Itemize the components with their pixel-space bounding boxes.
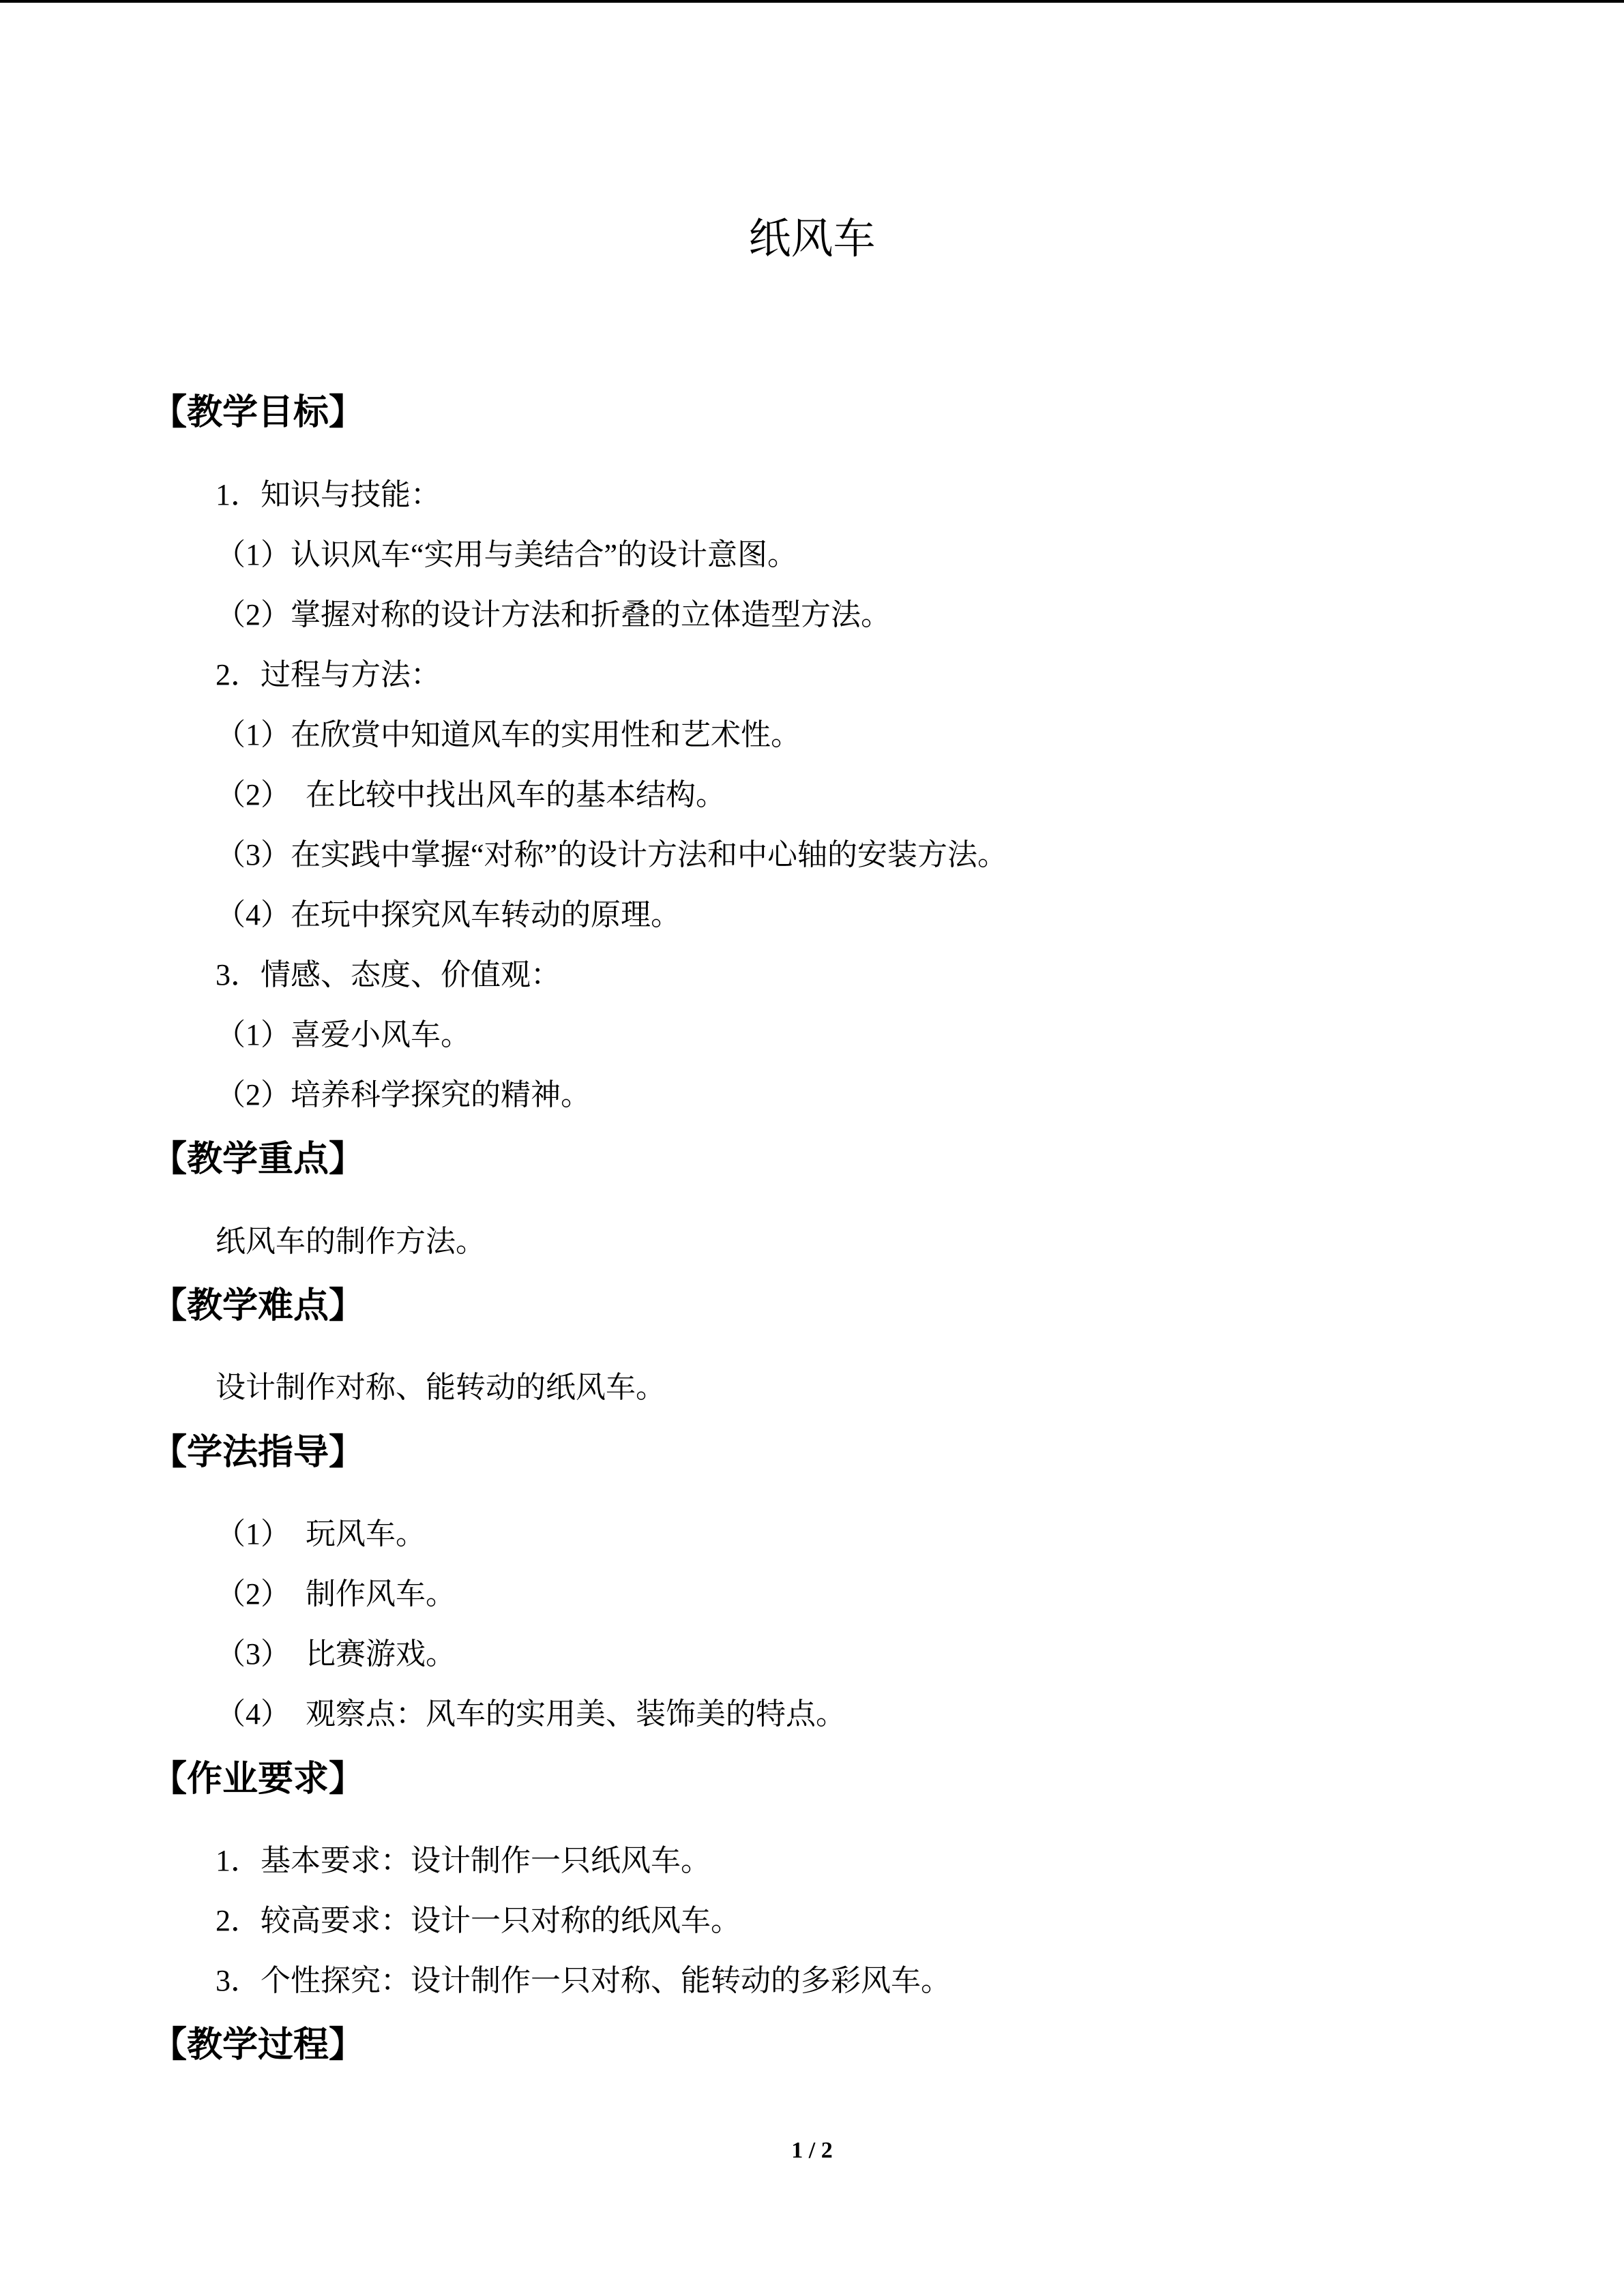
homework-line: 1．基本要求：设计制作一只纸风车。 [216, 1844, 711, 1877]
objective-line: （2）培养科学探究的精神。 [216, 1078, 591, 1112]
objective-line: 1．知识与技能： [216, 478, 441, 511]
difficulty-line: 设计制作对称、能转动的纸风车。 [216, 1371, 666, 1404]
heading-process: 【教学过程】 [151, 2025, 365, 2066]
page-number: 1 / 2 [791, 2138, 833, 2163]
objective-line: （4）在玩中探究风车转动的原理。 [216, 898, 681, 931]
objective-line: 2．过程与方法： [216, 658, 441, 691]
heading-objectives: 【教学目标】 [151, 392, 365, 433]
study-guide-line: （2） 制作风车。 [216, 1577, 456, 1611]
document-title: 纸风车 [748, 213, 876, 263]
homework-line: 2．较高要求：设计一只对称的纸风车。 [216, 1904, 741, 1937]
key-point-line: 纸风车的制作方法。 [216, 1225, 486, 1258]
homework-line: 3．个性探究：设计制作一只对称、能转动的多彩风车。 [216, 1964, 951, 1997]
objective-line: （2） 在比较中找出风车的基本结构。 [216, 778, 726, 811]
objective-line: （1）认识风车“实用与美结合”的设计意图。 [216, 538, 798, 571]
objective-line: （2）掌握对称的设计方法和折叠的立体造型方法。 [216, 598, 891, 631]
objective-line: （3）在实践中掌握“对称”的设计方法和中心轴的安装方法。 [216, 838, 1008, 871]
objective-line: 3．情感、态度、价值观： [216, 958, 561, 992]
top-border [0, 0, 1624, 3]
heading-difficulties: 【教学难点】 [151, 1285, 365, 1326]
study-guide-line: （3） 比赛游戏。 [216, 1637, 456, 1671]
study-guide-line: （4） 观察点：风车的实用美、装饰美的特点。 [216, 1697, 846, 1731]
heading-key-points: 【教学重点】 [151, 1139, 365, 1180]
heading-homework: 【作业要求】 [151, 1759, 365, 1800]
heading-study-guide: 【学法指导】 [151, 1432, 365, 1473]
study-guide-line: （1） 玩风车。 [216, 1517, 426, 1551]
objective-line: （1）在欣赏中知道风车的实用性和艺术性。 [216, 718, 801, 751]
objective-line: （1）喜爱小风车。 [216, 1018, 471, 1052]
